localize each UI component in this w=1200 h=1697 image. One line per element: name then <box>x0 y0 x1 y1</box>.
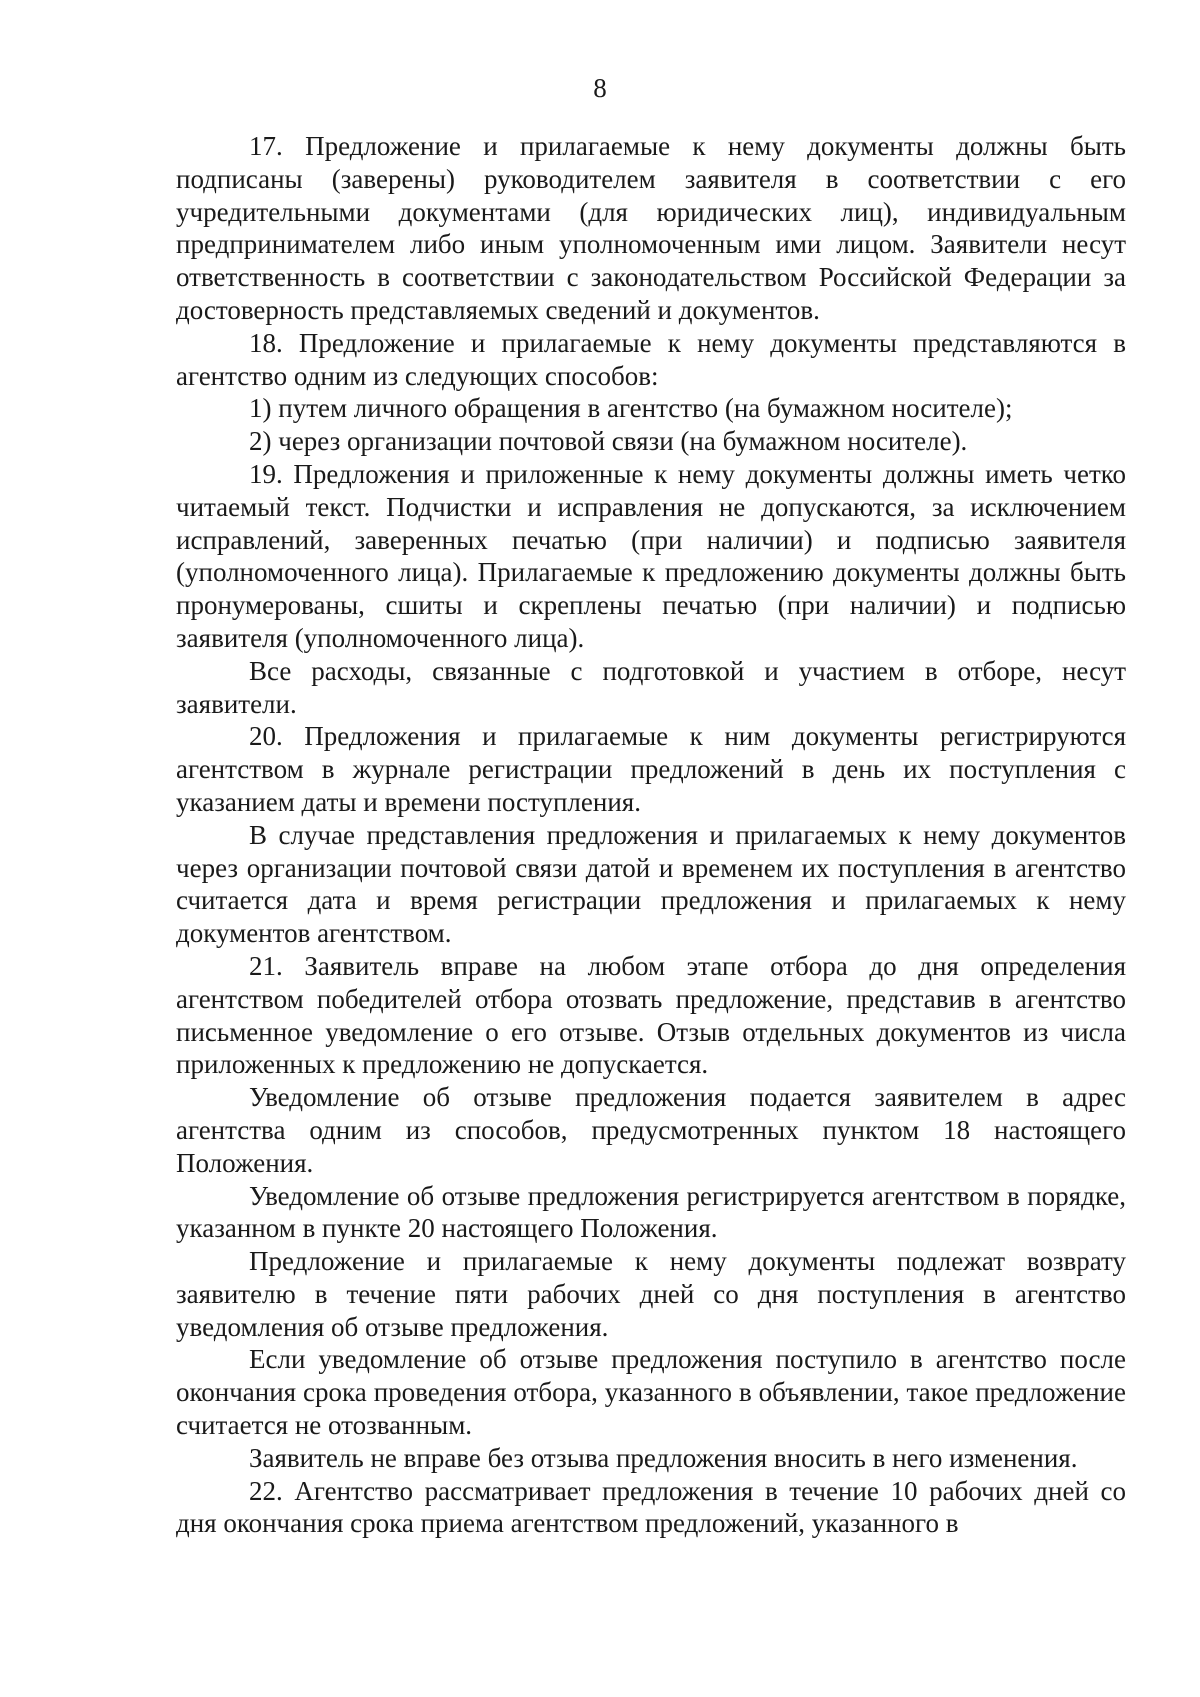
paragraph-21: 21. Заявитель вправе на любом этапе отбора до дня определения агентством победителей отбора отозвать предложение, представив в агентство письменное уведомление о его отзыве. Отзыв отдельных документов из числа приложенных к предложению не допускается. <box>176 950 1126 1080</box>
paragraph-postal-registration: В случае представления предложения и прилагаемых к нему документов через организации почтовой связи датой и временем их поступления в агентство считается дата и время регистрации предложения и прилагаемых к нему документов агентством. <box>176 819 1126 949</box>
paragraph-17: 17. Предложение и прилагаемые к нему документы должны быть подписаны (заверены) руководителем заявителя в соответствии с его учредительными документами (для юридических лиц), индивидуальным предпринимателем либо иным уполномоченным ими лицом. Заявители несут ответственность в соответствии с законодательством Российской Федерации за достоверность представляемых сведений и документов. <box>176 131 1126 325</box>
paragraph-18: 18. Предложение и прилагаемые к нему документы представляются в агентство одним из следующих способов: <box>176 327 1126 391</box>
paragraph-expenses: Все расходы, связанные с подготовкой и участием в отборе, несут заявители. <box>176 655 1126 719</box>
page-number: 8 <box>593 73 607 103</box>
paragraph-20: 20. Предложения и прилагаемые к ним документы регистрируются агентством в журнале регистрации предложений в день их поступления с указанием даты и времени поступления. <box>176 721 1126 817</box>
paragraph-withdrawal-registration: Уведомление об отзыве предложения регистрируется агентством в порядке, указанном в пункте 20 настоящего Положения. <box>176 1180 1126 1244</box>
paragraph-late-withdrawal: Если уведомление об отзыве предложения поступило в агентство после окончания срока проведения отбора, указанного в объявлении, такое предложение считается не отозванным. <box>176 1344 1126 1441</box>
paragraph-no-changes: Заявитель не вправе без отзыва предложения вносить в него изменения. <box>249 1442 1078 1473</box>
list-item-postal-submission: 2) через организации почтовой связи (на бумажном носителе). <box>249 426 968 457</box>
paragraph-19: 19. Предложения и приложенные к нему документы должны иметь четко читаемый текст. Подчистки и исправления не допускаются, за исключением исправлений, заверенных печатью (при наличии) и подписью заявителя (уполномоченного лица). Прилагаемые к предложению документы должны быть пронумерованы, сшиты и скреплены печатью (при наличии) и подписью заявителя (уполномоченного лица). <box>176 458 1126 653</box>
document-body <box>176 130 1126 1540</box>
paragraph-documents-return: Предложение и прилагаемые к нему документы подлежат возврату заявителю в течение пяти рабочих дней со дня поступления в агентство уведомления об отзыве предложения. <box>176 1246 1126 1342</box>
list-item-personal-submission: 1) путем личного обращения в агентство (на бумажном носителе); <box>249 393 1013 424</box>
paragraph-withdrawal-notice: Уведомление об отзыве предложения подается заявителем в адрес агентства одним из способов, предусмотренных пунктом 18 настоящего Положения. <box>176 1082 1126 1178</box>
paragraph-22: 22. Агентство рассматривает предложения в течение 10 рабочих дней со дня окончания срока приема агентством предложений, указанного в <box>176 1475 1126 1539</box>
